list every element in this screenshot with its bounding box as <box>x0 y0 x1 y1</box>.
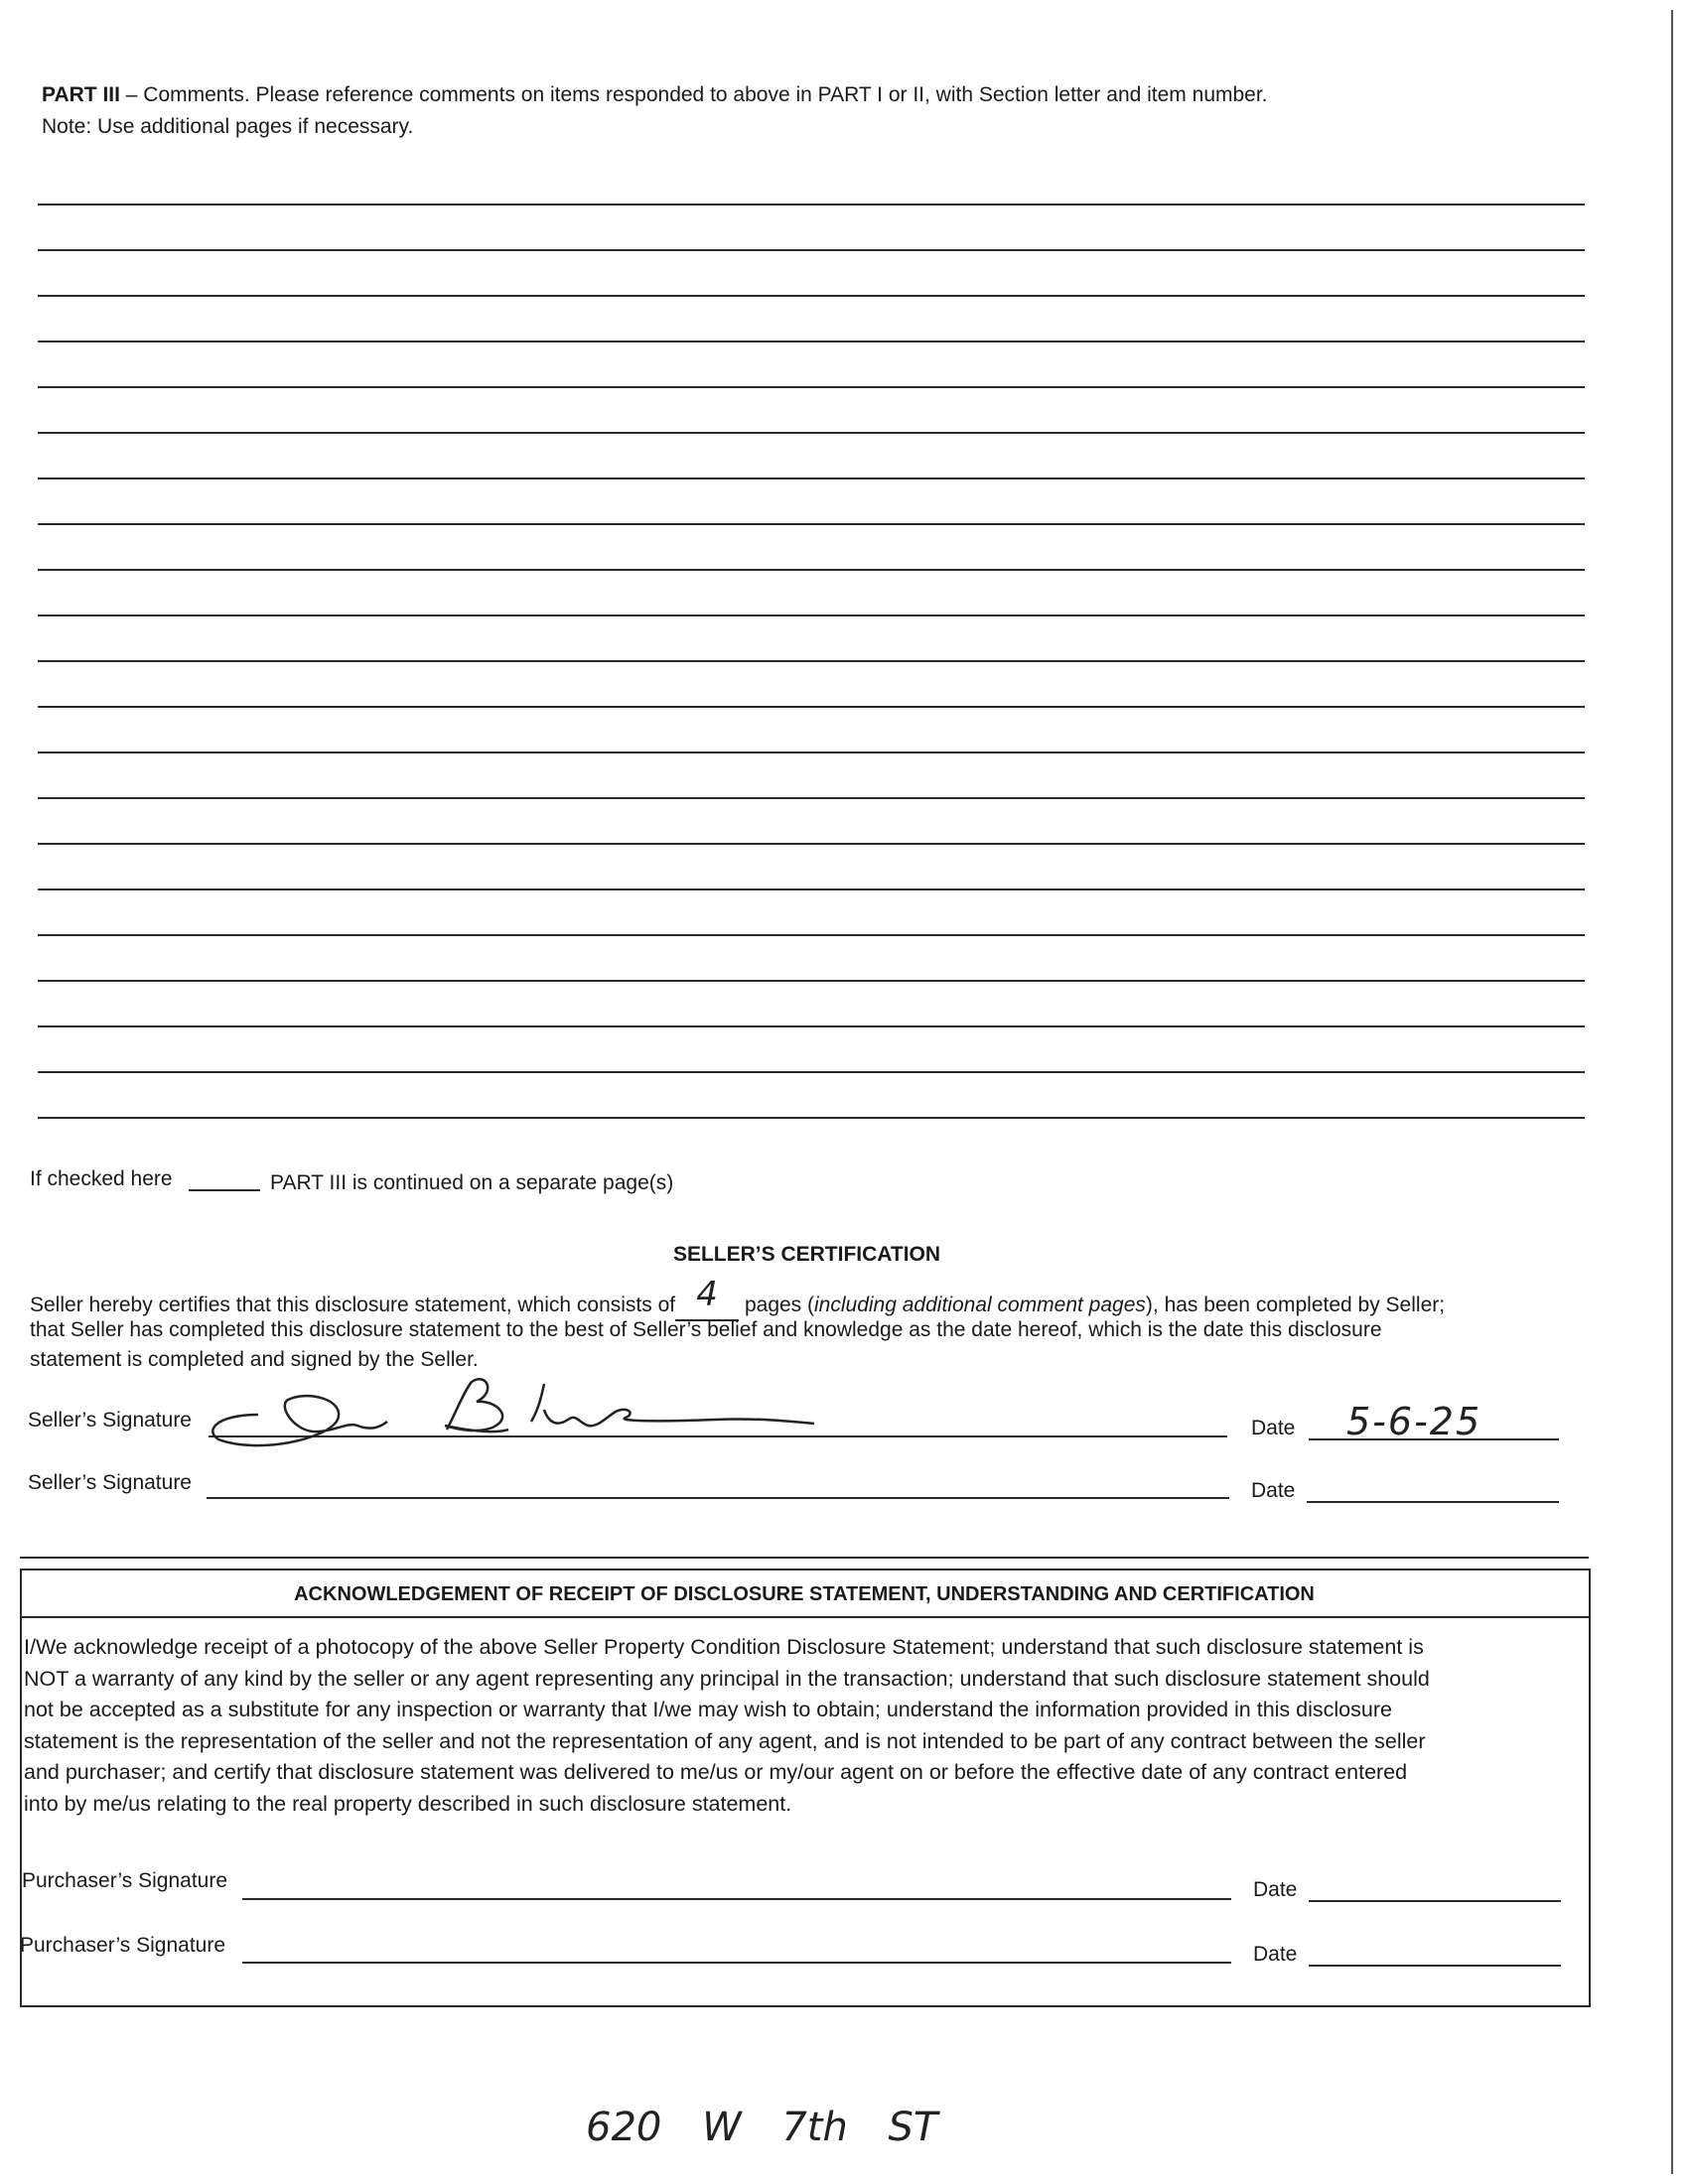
comment-line[interactable] <box>38 797 1585 799</box>
comment-line[interactable] <box>38 888 1585 890</box>
continued-check-blank[interactable] <box>189 1189 260 1191</box>
comment-line[interactable] <box>38 249 1585 251</box>
ack-line: and purchaser; and certify that disclosure statement was delivered to me/us or my/our agent on or before the effective date of any contract entered <box>24 1760 1408 1784</box>
comment-line[interactable] <box>38 1025 1585 1027</box>
comment-line[interactable] <box>38 478 1585 479</box>
purchaser-date-label-1: Date <box>1253 1878 1298 1901</box>
seller-date-value-1: 5-6-25 <box>1346 1400 1482 1443</box>
comment-line[interactable] <box>38 614 1585 616</box>
seller-cert-text-c: ), has been completed by Seller; <box>1145 1294 1446 1316</box>
comment-line[interactable] <box>38 341 1585 342</box>
seller-signature-label-2: Seller’s Signature <box>28 1471 192 1494</box>
ack-line: statement is the representation of the seller and not the representation of any agent, and is not intended to be part of any contract between the seller <box>24 1728 1426 1753</box>
part3-heading <box>42 81 1268 109</box>
comment-line[interactable] <box>38 386 1585 388</box>
seller-signature-line-2[interactable] <box>207 1497 1229 1499</box>
part3-instructions: – Comments. Please reference comments on items responded to above in PART I or II, with Section letter and item number. <box>119 83 1268 106</box>
comment-line[interactable] <box>38 660 1585 662</box>
purchaser-date-line-1[interactable] <box>1309 1900 1561 1902</box>
comment-line[interactable] <box>38 980 1585 982</box>
ack-line: I/We acknowledge receipt of a photocopy of the above Seller Property Condition Disclosure Statement; understand that such disclosure statement is <box>24 1635 1424 1659</box>
seller-cert-line2: that Seller has completed this disclosure statement to the best of Seller’s belief and knowledge as the date hereof, which is the date this disclosure <box>30 1318 1382 1341</box>
ack-line: into by me/us relating to the real property described in such disclosure statement. <box>24 1791 792 1816</box>
purchaser-date-line-2[interactable] <box>1309 1965 1561 1967</box>
comment-line[interactable] <box>38 706 1585 708</box>
seller-cert-text-b: pages ( <box>744 1294 815 1316</box>
comment-line[interactable] <box>38 1117 1585 1119</box>
comment-line[interactable] <box>38 432 1585 434</box>
seller-signature-label-1: Seller’s Signature <box>28 1409 192 1432</box>
comment-line[interactable] <box>38 751 1585 753</box>
seller-cert-text-italic: including additional comment pages <box>814 1294 1146 1316</box>
seller-date-label-1: Date <box>1251 1417 1296 1439</box>
purchaser-signature-label-2: Purchaser’s Signature <box>20 1934 226 1957</box>
ack-heading: ACKNOWLEDGEMENT OF RECEIPT OF DISCLOSURE STATEMENT, UNDERSTANDING AND CERTIFICATION <box>294 1583 1315 1605</box>
part3-label: PART III <box>42 83 120 106</box>
purchaser-signature-line-1[interactable] <box>242 1898 1231 1900</box>
continued-suffix: PART III is continued on a separate page(s) <box>270 1171 674 1194</box>
handwritten-address: 620 W 7th ST <box>586 2105 938 2150</box>
purchaser-signature-line-2[interactable] <box>242 1962 1231 1964</box>
seller-cert-line3: statement is completed and signed by the Seller. <box>30 1348 479 1371</box>
ack-top-rule <box>20 1557 1589 1559</box>
pages-count-value: 4 <box>696 1275 718 1314</box>
seller-cert-heading: SELLER’S CERTIFICATION <box>672 1243 941 1266</box>
purchaser-date-label-2: Date <box>1253 1943 1298 1966</box>
purchaser-signature-label-1: Purchaser’s Signature <box>22 1869 228 1892</box>
seller-signature-scribble <box>199 1370 834 1459</box>
seller-date-label-2: Date <box>1251 1479 1296 1502</box>
seller-cert-text-a: Seller hereby certifies that this disclosure statement, which consists of <box>30 1294 676 1316</box>
comment-line[interactable] <box>38 843 1585 845</box>
continued-prefix: If checked here <box>30 1167 173 1190</box>
seller-date-line-2[interactable] <box>1307 1501 1559 1503</box>
page-edge <box>1671 10 1673 2174</box>
ack-heading-rule <box>20 1616 1589 1618</box>
comment-line[interactable] <box>38 523 1585 525</box>
comment-line[interactable] <box>38 934 1585 936</box>
ack-paragraph <box>24 1632 1430 1820</box>
comment-line[interactable] <box>38 569 1585 571</box>
ack-line: not be accepted as a substitute for any inspection or warranty that I/we may wish to obtain; understand the information provided in this disclosure <box>24 1698 1392 1721</box>
comment-line[interactable] <box>38 295 1585 297</box>
comment-line[interactable] <box>38 204 1585 205</box>
ack-line: NOT a warranty of any kind by the seller or any agent representing any principal in the transaction; understand that such disclosure statement should <box>24 1666 1430 1691</box>
part3-note: Note: Use additional pages if necessary. <box>42 115 414 138</box>
comment-line[interactable] <box>38 1071 1585 1073</box>
